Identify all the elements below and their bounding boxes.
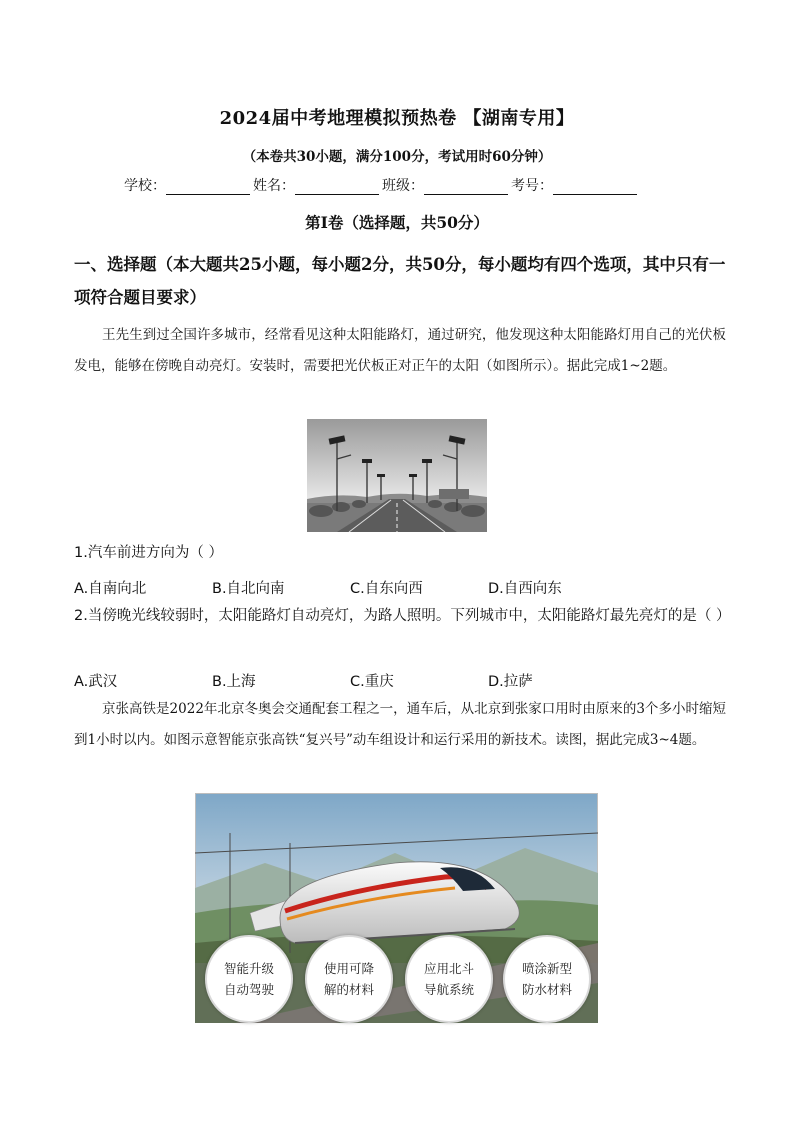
option-c[interactable]: C.重庆 <box>350 674 394 690</box>
passage-2: 京张高铁是2022年北京冬奥会交通配套工程之一，通车后，从北京到张家口用时由原来的3个多小时缩短到1小时以内。如图示意智能京张高铁“复兴号”动车组设计和运行采用的新技术。读图，据此完成3~4题。 <box>74 701 726 748</box>
solar-streetlight-figure <box>307 419 487 532</box>
option-d[interactable]: D.拉萨 <box>488 674 533 690</box>
option-b[interactable]: B.上海 <box>212 674 256 690</box>
question-2-options <box>74 670 734 691</box>
exam-title: 2024届中考地理模拟预热卷 【湖南专用】 <box>219 108 575 129</box>
passage-1: 王先生到过全国许多城市，经常看见这种太阳能路灯，通过研究，他发现这种太阳能路灯用自己的光伏板发电，能够在傍晚自动亮灯。安装时，需要把光伏板正对正午的太阳（如图所示）。据此完成1~2题。 <box>74 327 726 374</box>
tech-bubble-beidou: 应用北斗 导航系统 <box>405 935 493 1023</box>
name-blank[interactable] <box>295 180 379 195</box>
question-2-stem: 2.当傍晚光线较弱时，太阳能路灯自动亮灯，为路人照明。下列城市中，太阳能路灯最先亮灯的是（ ） <box>74 608 731 624</box>
class-label: 班级： <box>382 178 424 194</box>
name-label: 姓名： <box>253 178 295 194</box>
tech-bubble-waterproof: 喷涂新型 防水材料 <box>503 935 591 1023</box>
option-d[interactable]: D.自西向东 <box>488 581 562 597</box>
question-1-options <box>74 577 734 598</box>
exam-no-label: 考号： <box>511 178 553 194</box>
option-b[interactable]: B.自北向南 <box>212 581 285 597</box>
tech-bubble-autopilot: 智能升级 自动驾驶 <box>205 935 293 1023</box>
option-a[interactable]: A.自南向北 <box>74 581 147 597</box>
school-blank[interactable] <box>166 180 250 195</box>
school-label: 学校： <box>124 178 166 194</box>
part-heading: 一、选择题（本大题共25小题，每小题2分，共50分，每小题均有四个选项，其中只有一项符合题目要求） <box>74 255 726 307</box>
tech-bubble-materials: 使用可降 解的材料 <box>305 935 393 1023</box>
student-info-row <box>124 175 684 195</box>
exam-no-blank[interactable] <box>553 180 637 195</box>
question-1-stem: 1.汽车前进方向为（ ） <box>74 545 223 561</box>
option-a[interactable]: A.武汉 <box>74 674 118 690</box>
high-speed-train-figure <box>195 793 598 1023</box>
exam-subtitle: （本卷共30小题，满分100分，考试用时60分钟） <box>242 149 552 165</box>
option-c[interactable]: C.自东向西 <box>350 581 423 597</box>
class-blank[interactable] <box>424 180 508 195</box>
section-title: 第I卷（选择题，共50分） <box>305 213 489 232</box>
